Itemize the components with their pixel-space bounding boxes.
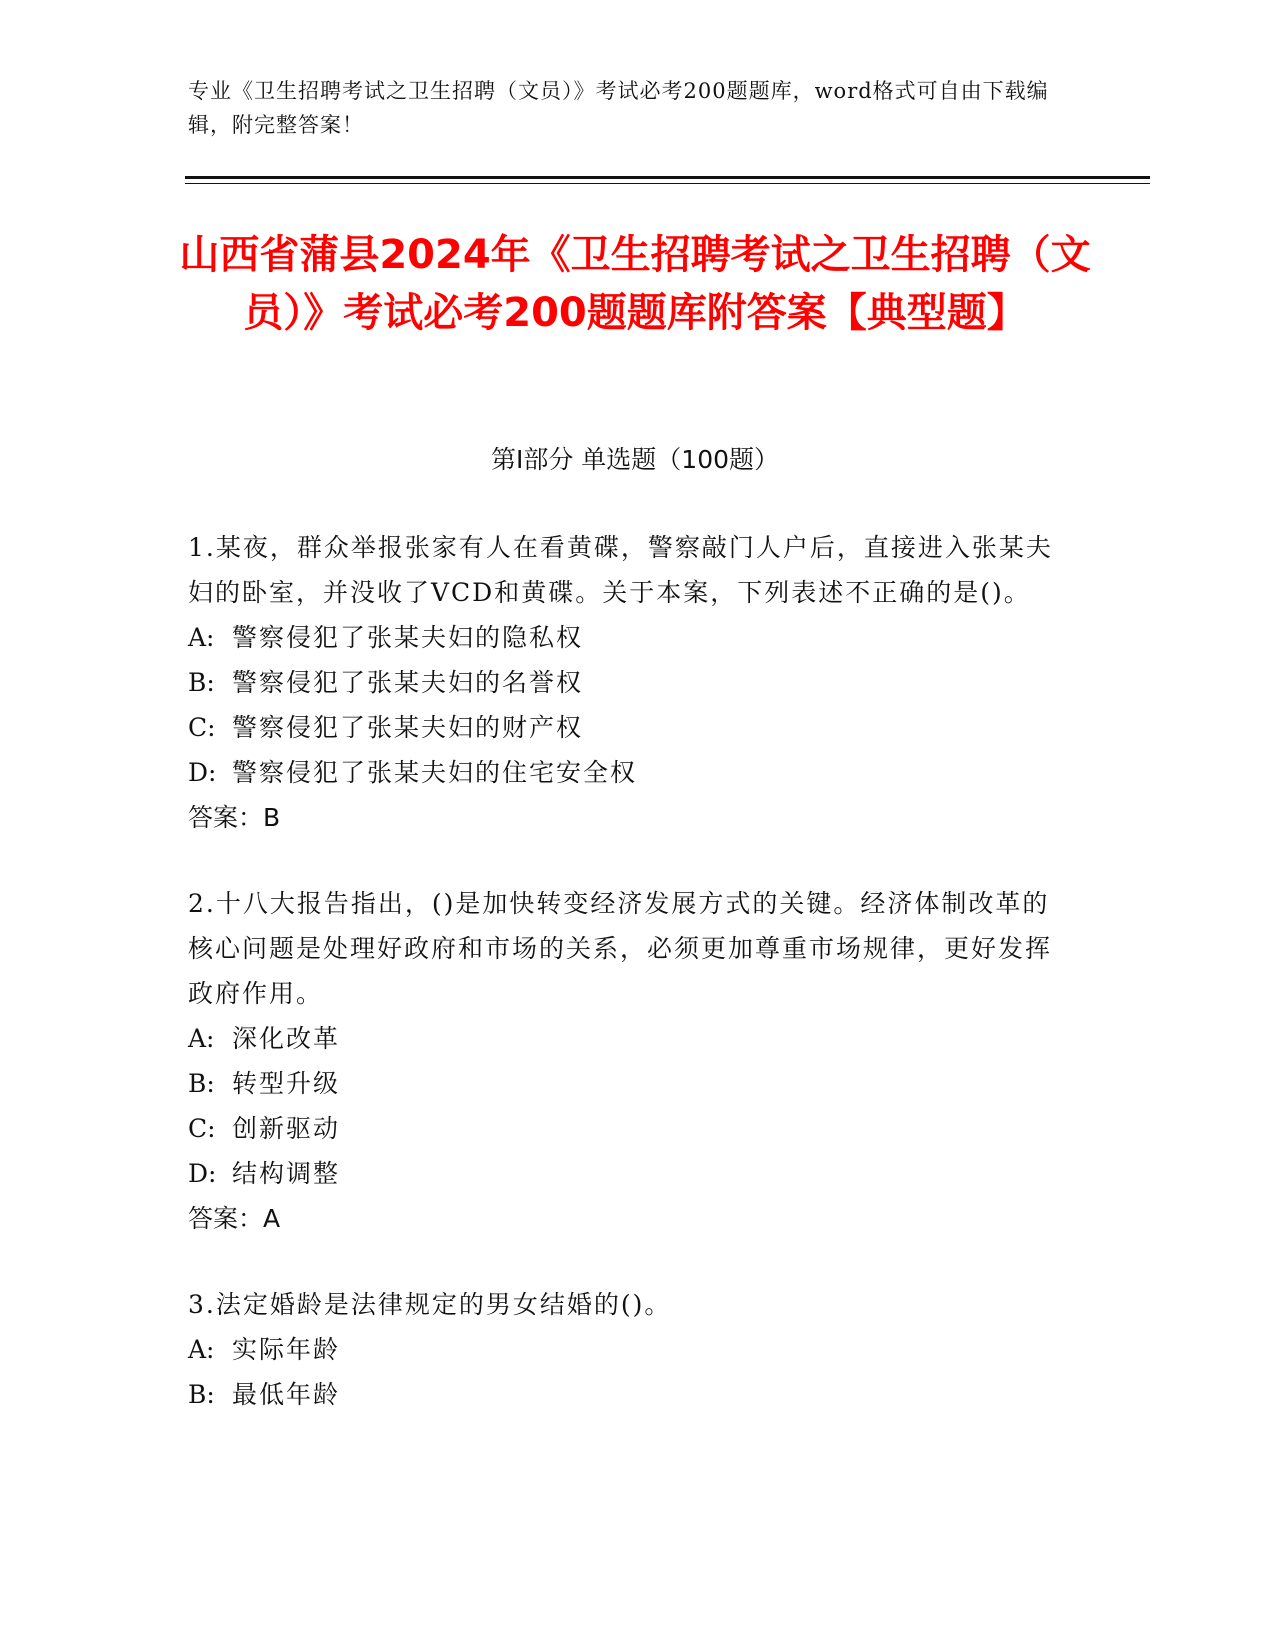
option-text: 深化改革 xyxy=(232,1024,341,1053)
question-2 xyxy=(188,881,1068,1242)
option-b xyxy=(188,1372,1068,1417)
option-d xyxy=(188,750,1068,795)
answer-line: 答案：A xyxy=(188,1204,281,1233)
option-key: B: xyxy=(188,668,215,697)
option-a xyxy=(188,615,1068,660)
question-stem: 3.法定婚龄是法律规定的男女结婚的()。 xyxy=(188,1290,672,1319)
question-3 xyxy=(188,1282,1068,1417)
question-stem: 1.某夜，群众举报张家有人在看黄碟，警察敲门人户后，直接进入张某夫妇的卧室，并没收了VCD和黄碟。关于本案，下列表述不正确的是()。 xyxy=(188,533,1053,607)
option-c xyxy=(188,705,1068,750)
option-text: 转型升级 xyxy=(232,1069,341,1098)
option-key: B: xyxy=(188,1380,215,1409)
option-key: C: xyxy=(188,713,216,742)
option-text: 实际年龄 xyxy=(232,1335,341,1364)
option-b xyxy=(188,660,1068,705)
option-key: B: xyxy=(188,1069,215,1098)
header-divider-thin xyxy=(185,183,1150,184)
option-b xyxy=(188,1061,1068,1106)
section-heading: 第I部分 单选题（100题） xyxy=(490,445,780,474)
header-note: 专业《卫生招聘考试之卫生招聘（文员）》考试必考200题题库，word格式可自由下载编辑，附完整答案！ xyxy=(188,79,1049,137)
answer-line: 答案：B xyxy=(188,803,281,832)
option-key: C: xyxy=(188,1114,216,1143)
option-text: 创新驱动 xyxy=(232,1114,341,1143)
option-key: A: xyxy=(188,623,215,652)
document-title: 山西省蒲县2024年《卫生招聘考试之卫生招聘（文员）》考试必考200题题库附答案【典型题】 xyxy=(179,232,1091,336)
option-key: A: xyxy=(188,1024,215,1053)
option-a xyxy=(188,1327,1068,1372)
option-text: 警察侵犯了张某夫妇的名誉权 xyxy=(232,668,584,697)
question-list xyxy=(188,525,1068,1457)
header-divider-thick xyxy=(185,176,1150,179)
option-text: 结构调整 xyxy=(232,1159,341,1188)
option-text: 最低年龄 xyxy=(232,1380,341,1409)
option-text: 警察侵犯了张某夫妇的住宅安全权 xyxy=(232,758,638,787)
option-d xyxy=(188,1151,1068,1196)
question-1 xyxy=(188,525,1068,841)
option-a xyxy=(188,1016,1068,1061)
option-key: A: xyxy=(188,1335,215,1364)
option-c xyxy=(188,1106,1068,1151)
option-key: D: xyxy=(188,1159,217,1188)
option-key: D: xyxy=(188,758,217,787)
option-text: 警察侵犯了张某夫妇的财产权 xyxy=(232,713,584,742)
question-stem: 2.十八大报告指出，()是加快转变经济发展方式的关键。经济体制改革的核心问题是处理好政府和市场的关系，必须更加尊重市场规律，更好发挥政府作用。 xyxy=(188,889,1053,1008)
option-text: 警察侵犯了张某夫妇的隐私权 xyxy=(232,623,584,652)
